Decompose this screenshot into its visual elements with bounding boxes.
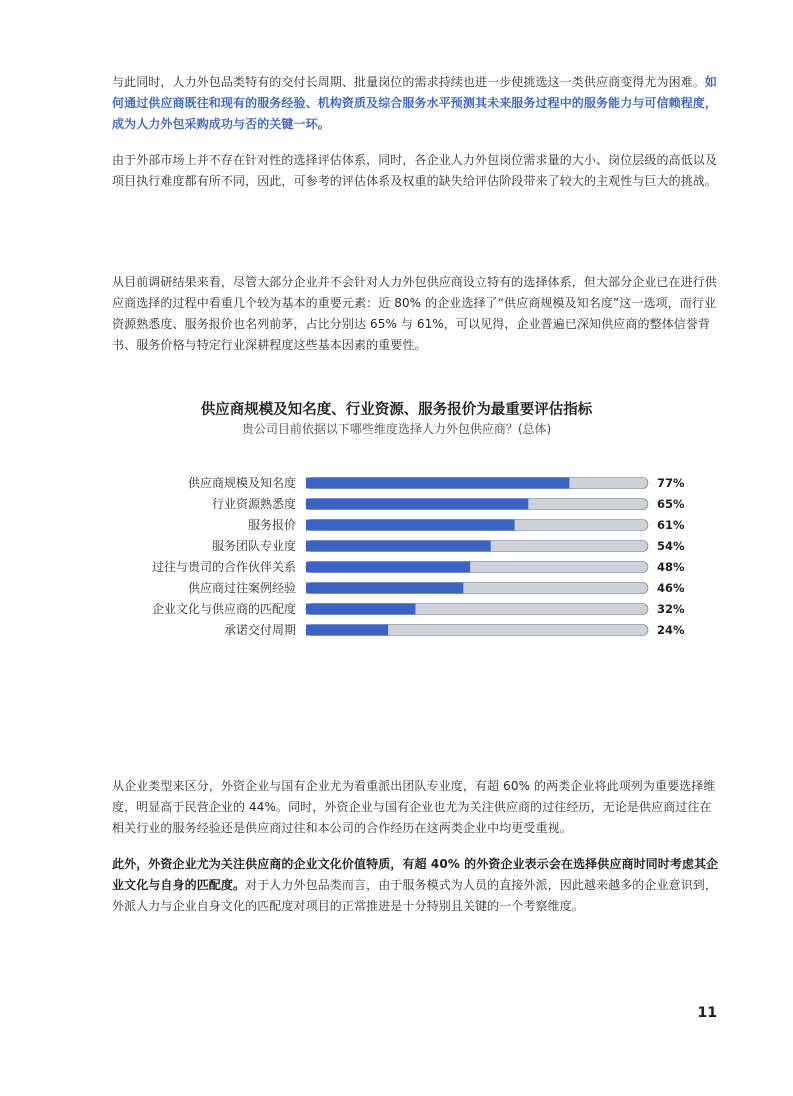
category-label: 承诺交付周期 <box>223 623 296 637</box>
value-label: 61% <box>657 518 685 532</box>
bar-row <box>188 580 685 595</box>
bar-row <box>188 475 685 490</box>
paragraph-intro-text: 与此同时，人力外包品类特有的交付长周期、批量岗位的需求持续也进一步使挑选这一类供应商变得尤为困难。 <box>112 75 705 89</box>
bar-row <box>224 622 685 637</box>
bar-fill <box>306 499 528 510</box>
bar-row <box>152 559 685 574</box>
value-label: 54% <box>657 539 685 553</box>
bar-fill <box>306 520 515 531</box>
category-label: 供应商规模及知名度 <box>187 476 296 490</box>
paragraph-enterprise-type: 从企业类型来区分，外资企业与国有企业尤为看重派出团队专业度，有超 60% 的两类企业将此项列为重要选择维度，明显高于民营企业的 44%。同时，外资企业与国有企业也尤为关注供应商的过往经历，无论是供应商过往在相关行业的服务经验还是供应商过往和本公司的合作经历在这两类企业中均更受重视。 <box>112 779 716 835</box>
bar-row <box>152 601 685 616</box>
chart-subtitle: 贵公司目前依据以下哪些维度选择人力外包供应商？(总体) <box>241 422 552 436</box>
category-label: 供应商过往案例经验 <box>187 581 296 595</box>
value-label: 48% <box>657 560 685 574</box>
paragraph-evaluation-system: 由于外部市场上并不存在针对性的选择评估体系，同时，各企业人力外包岗位需求量的大小、岗位层级的高低以及项目执行难度都有所不同，因此，可参考的评估体系及权重的缺失给评估阶段带来了较大的主观性与巨大的挑战。 <box>112 153 718 188</box>
page-number: 11 <box>697 1005 717 1021</box>
bar-chart <box>0 470 793 660</box>
bar-row <box>248 517 685 532</box>
paragraph-culture-text: 对于人力外包品类而言，由于服务模式为人员的直接外派，因此越来越多的企业意识到，外派人力与企业自身文化的匹配度对项目的正常推进是十分特别且关键的一个考察维度。 <box>112 878 718 913</box>
category-label: 服务报价 <box>247 518 296 532</box>
value-label: 24% <box>657 623 685 637</box>
bar-fill <box>306 625 388 636</box>
bar-fill <box>306 604 415 615</box>
value-label: 65% <box>657 497 685 511</box>
bar-fill <box>306 541 491 552</box>
category-label: 过往与贵司的合作伙伴关系 <box>151 560 296 574</box>
category-label: 服务团队专业度 <box>211 539 296 553</box>
bar-fill <box>306 562 470 573</box>
bar-row <box>212 538 685 553</box>
paragraph-intro-highlight: 如何通过供应商既往和现有的服务经验、机构资质及综合服务水平预测其未来服务过程中的服务能力与可信赖程度，成为人力外包采购成功与否的关键一环。 <box>112 75 718 131</box>
category-label: 企业文化与供应商的匹配度 <box>151 602 296 616</box>
bar-row <box>212 496 685 511</box>
paragraph-corporate-culture <box>112 854 720 917</box>
bar-fill <box>306 478 569 489</box>
value-label: 46% <box>657 581 685 595</box>
paragraph-survey-results: 从目前调研结果来看，尽管大部分企业并不会针对人力外包供应商设立特有的选择体系，但大部分企业已在进行供应商选择的过程中看重几个较为基本的重要元素：近 80% 的企业选择了“供应商规模及知名度”这一选项，而行业资源熟悉度、服务报价也名列前茅，占比分别达 65% 与 61%，可以见得，企业普遍已深知供应商的整体信誉背书、服务价格与特定行业深耕程度这些基本因素的重要性。 <box>112 275 718 352</box>
bar-fill <box>306 583 463 594</box>
value-label: 77% <box>657 476 685 490</box>
category-label: 行业资源熟悉度 <box>211 497 296 511</box>
value-label: 32% <box>657 602 685 616</box>
chart-title: 供应商规模及知名度、行业资源、服务报价为最重要评估指标 <box>200 402 593 418</box>
paragraph-intro <box>112 72 720 135</box>
paragraph-culture-bold: 此外，外资企业尤为关注供应商的企业文化价值特质，有超 40% 的外资企业表示会在选择供应商时同时考虑其企业文化与自身的匹配度。 <box>112 857 719 892</box>
